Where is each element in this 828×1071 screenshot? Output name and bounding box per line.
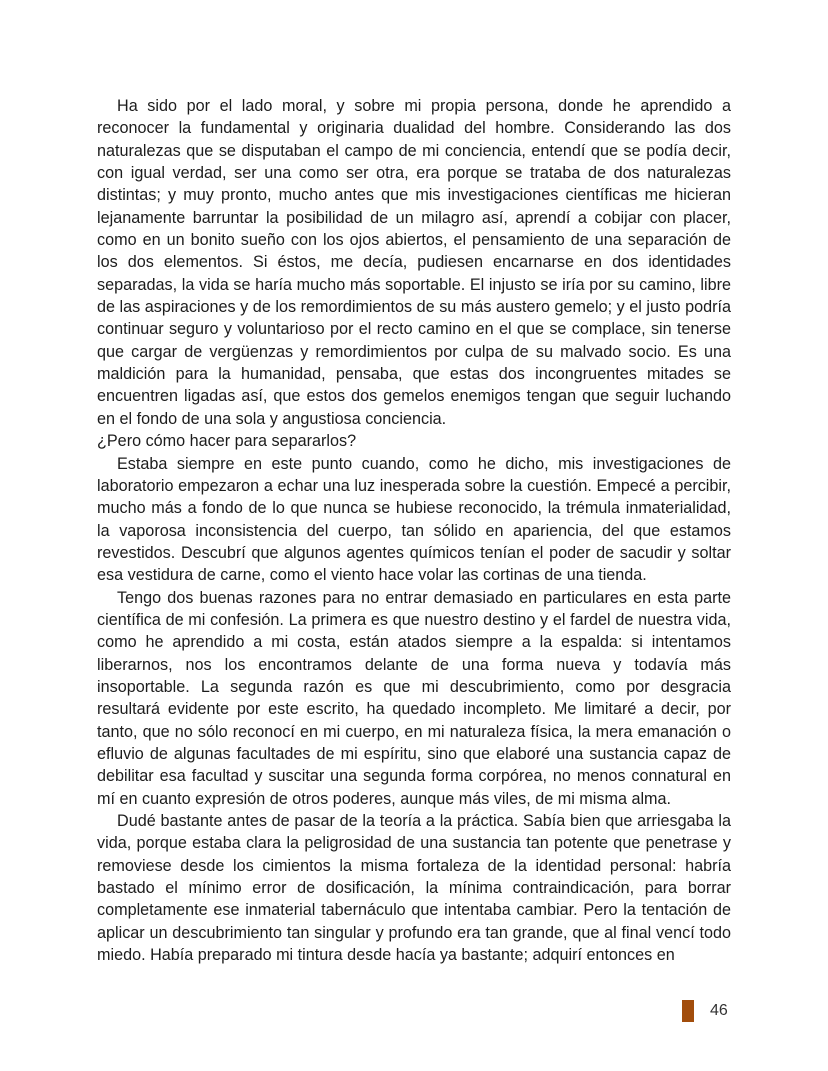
paragraph-3: Estaba siempre en este punto cuando, como he dicho, mis investigaciones de laboratorio empezaron a echar una luz inesperada sobre la cuestión. Empecé a percibir, mucho más a fondo de lo que nunca se hubiese reconocido, la trémula inmaterialidad, la vaporosa inconsistencia del cuerpo, tan sólido en apariencia, del que estamos revestidos. Descubrí que algunos agentes químicos tenían el poder de sacudir y soltar esa vestidura de carne, como el viento hace volar las cortinas de una tienda. — [97, 454, 731, 585]
paragraph-5: Dudé bastante antes de pasar de la teoría a la práctica. Sabía bien que arriesgaba la vida, porque estaba clara la peligrosidad de una sustancia tan potente que penetrase y removiese desde los cimientos la misma fortaleza de la identidad personal: habría bastado el mínimo error de dosificación, la mínima contraindicación, para borrar completamente ese inmaterial tabernáculo que intentaba cambiar. Pero la tentación de aplicar un descubrimiento tan singular y profundo era tan grande, que al final vencí todo miedo. Había preparado mi tintura desde hacía ya bastante; adquirí entonces en — [97, 812, 731, 965]
paragraph-1: Ha sido por el lado moral, y sobre mi propia persona, donde he aprendido a reconocer la fundamental y originaria dualidad del hombre. Considerando las dos naturalezas que se disputaban el campo de mi conciencia, entendí que se podía decir, con igual verdad, ser una como ser otra, era porque se trataba de dos naturalezas distintas; y muy pronto, mucho antes que mis investigaciones científicas me hicieran lejanamente barruntar la posibilidad de un milagro así, aprendí a cobijar con placer, como en un bonito sueño con los ojos abiertos, el pensamiento de una separación de los dos elementos. Si éstos, me decía, pudiesen encarnarse en dos identidades separadas, la vida se haría mucho más soportable. El injusto se iría por su camino, libre de las aspiraciones y de los remordimientos de su más austero gemelo; y el justo podría continuar seguro y voluntarioso por el recto camino en el que se complace, sin tenerse que cargar de vergüenzas y remordimientos por culpa de su malvado socio. Es una maldición para la humanidad, pensaba, que estas dos incongruentes mitades se encuentren ligadas así, que estos dos gemelos enemigos tengan que seguir luchando en el fondo de una sola y angustiosa conciencia. — [97, 97, 731, 428]
page-number: 46 — [710, 1002, 728, 1019]
page-body — [97, 95, 731, 966]
footer-accent-bar — [682, 1000, 694, 1022]
paragraph-4: Tengo dos buenas razones para no entrar demasiado en particulares en esta parte científica de mi confesión. La primera es que nuestro destino y el fardel de nuestra vida, como he aprendido a mi costa, están atados siempre a la espalda: si intentamos liberarnos, nos los encontramos delante de una forma nueva y todavía más insoportable. La segunda razón es que mi descubrimiento, como por desgracia resultará evidente por este escrito, ha quedado incompleto. Me limitaré a decir, por tanto, que no sólo reconocí en mi cuerpo, en mi naturaleza física, la mera emanación o efluvio de algunas facultades de mi espíritu, sino que elaboré una sustancia capaz de debilitar esa facultad y suscitar una segunda forma corpórea, no menos connatural en mí en cuanto expresión de otros poderes, aunque más viles, de mi misma alma. — [97, 588, 731, 808]
page-footer — [682, 1000, 728, 1022]
paragraph-2: ¿Pero cómo hacer para separarlos? — [97, 432, 357, 451]
